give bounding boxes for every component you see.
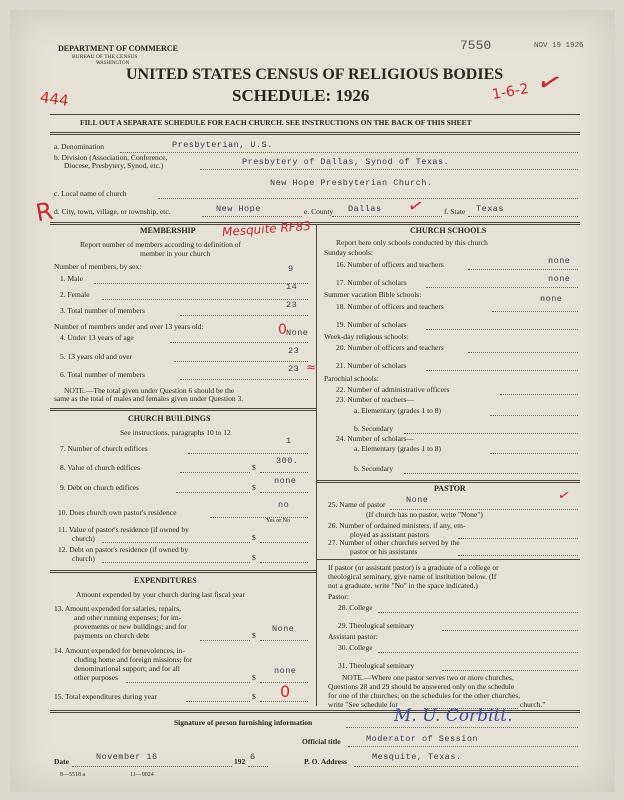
stamp-number: 7550 [460, 38, 492, 53]
total-members-label: 3. Total number of members [60, 306, 145, 315]
pastor-note-2: Questions 28 and 29 should be answered only on the schedule [328, 682, 515, 691]
vacation-schools-label: Summer vacation Bible schools: [324, 290, 422, 299]
edifices-count-label: 7. Number of church edifices [60, 444, 148, 453]
q20-label: 20. Number of officers and teachers [336, 343, 444, 352]
expenditures-heading: EXPENDITURES [134, 576, 197, 585]
graduate-note-2: theological seminary, give name of institution below. (If [328, 572, 497, 581]
date-label: Date [54, 757, 69, 766]
q13-line-1: 13. Amount expended for salaries, repairs, [54, 604, 182, 613]
over-13-label: 5. 13 years old and over [60, 352, 133, 361]
q29-label: 29. Theological seminary [338, 621, 415, 630]
denomination-label: a. Denomination [54, 142, 104, 151]
age-heading: Number of members under and over 13 years old: [54, 322, 204, 331]
total-members-value[interactable]: 23 [286, 300, 298, 310]
state-label: f. State [444, 207, 466, 216]
total-members-2-value[interactable]: 23 [288, 364, 300, 374]
department-label: DEPARTMENT OF COMMERCE [58, 44, 179, 53]
form-title: UNITED STATES CENSUS OF RELIGIOUS BODIES [126, 66, 504, 83]
po-address-label: P. O. Address [304, 757, 347, 766]
q13-value[interactable]: None [272, 624, 295, 634]
q24a-label: a. Elementary (grades 1 to 8) [354, 444, 442, 453]
membership-note-2: same as the total of males and females given under Question 3. [54, 394, 244, 403]
edifices-debt-label: 9. Debt on church edifices [60, 483, 139, 492]
received-stamp: NOV 19 1926 [534, 42, 584, 50]
expenditures-intro: Amount expended by your church during last fiscal year [76, 590, 246, 599]
signature-label: Signature of person furnishing information [174, 718, 313, 727]
female-value[interactable]: 14 [286, 282, 298, 292]
female-label: 2. Female [60, 290, 90, 299]
po-address-value[interactable]: Mesquite, Texas. [372, 752, 462, 762]
red-annotation-r: R [33, 196, 55, 228]
pastor-note-5: church." [520, 700, 546, 709]
church-name-label: c. Local name of church [54, 189, 127, 198]
sunday-schools-label: Sunday schools: [324, 248, 373, 257]
q17-value[interactable]: none [548, 274, 571, 284]
form-number-2: 11—9024 [130, 772, 154, 778]
church-name-value[interactable]: New Hope Presbyterian Church. [270, 178, 433, 188]
denomination-value[interactable]: Presbyterian, U.S. [172, 140, 273, 150]
red-check-mark: ✓ [533, 62, 567, 103]
membership-note-1: NOTE.—The total given under Question 6 should be the [64, 386, 235, 395]
weekday-schools-label: Week-day religious schools: [324, 332, 409, 341]
dollar-sign-14: $ [252, 673, 256, 682]
red-check-county: ✓ [405, 194, 426, 219]
male-value[interactable]: 9 [288, 264, 294, 274]
q15-value[interactable]: 0 [280, 682, 291, 701]
yes-no-hint: Yes or No [266, 518, 291, 524]
schools-intro: Report here only schools conducted by this church [336, 238, 488, 247]
city-label: WASHINGTON [96, 61, 130, 66]
membership-intro-2: member in your church [140, 249, 211, 258]
q13-line-4: payments on church debt [74, 631, 150, 640]
year-value[interactable]: 6 [250, 752, 256, 762]
q14-line-3: denominational support; and for all [74, 664, 180, 673]
form-number: 8—5518 a [60, 772, 86, 778]
residence-value-label-1: 11. Value of pastor's residence (if owned by [58, 525, 189, 534]
red-check-pastor: ✓ [556, 486, 572, 506]
total-members-2-label: 6. Total number of members [60, 370, 145, 379]
q14-value[interactable]: none [274, 666, 297, 676]
members-by-sex: Number of members, by sex: [54, 262, 142, 271]
dollar-sign-12: $ [252, 553, 256, 562]
q19-label: 19. Number of scholars [336, 320, 407, 329]
q14-line-2: cluding home and foreign missions; for [74, 655, 193, 664]
county-label: e. County [304, 207, 334, 216]
owns-residence-value[interactable]: no [278, 500, 290, 510]
pastor-subhead: Pastor: [328, 592, 349, 601]
male-label: 1. Male [60, 274, 83, 283]
red-annotation-code: 1-6-2 [490, 80, 530, 104]
official-title-label: Official title [302, 737, 341, 746]
year-prefix: 192 [234, 757, 246, 766]
q13-line-3: provements or new buildings; and for [74, 622, 187, 631]
q23a-label: a. Elementary (grades 1 to 8) [354, 406, 442, 415]
pastor-note-1: NOTE.—Where one pastor serves two or more churches, [342, 673, 514, 682]
buildings-intro: See instructions, paragraphs 10 to 12 [120, 428, 231, 437]
q18-label: 18. Number of officers and teachers [336, 302, 444, 311]
q31-label: 31. Theological seminary [338, 661, 415, 670]
edifices-value-value[interactable]: 300. [276, 456, 299, 466]
q22-label: 22. Number of administrative officers [336, 385, 450, 394]
red-annotation-444: 444 [38, 88, 70, 110]
dollar-sign-13: $ [252, 631, 256, 640]
q21-label: 21. Number of scholars [336, 361, 407, 370]
residence-debt-label-2: church) [72, 554, 95, 563]
city-label: d. City, town, village, or township, etc. [54, 207, 171, 216]
dollar-sign-15: $ [252, 692, 256, 701]
dollar-sign-9: $ [252, 483, 256, 492]
residence-value-label-2: church) [72, 534, 95, 543]
q24-label: 24. Number of scholars— [336, 434, 414, 443]
buildings-heading: CHURCH BUILDINGS [128, 414, 211, 423]
state-value[interactable]: Texas [476, 204, 505, 214]
residence-debt-label-1: 12. Debt on pastor's residence (if owned by [58, 545, 189, 554]
over-13-value[interactable]: 23 [288, 346, 300, 356]
q25-label: 25. Name of pastor [328, 500, 386, 509]
under-13-value[interactable]: None [286, 328, 309, 338]
q15-label: 15. Total expenditures during year [54, 692, 157, 701]
q14-line-1: 14. Amount expended for benevolences, in- [54, 646, 186, 655]
owns-residence-label: 10. Does church own pastor's residence [58, 508, 177, 517]
county-value[interactable]: Dallas [348, 204, 382, 214]
division-label-1: b. Division (Association, Conference, [54, 153, 168, 162]
q27-label-1: 27. Number of other churches served by the [328, 538, 460, 547]
under-13-label: 4. Under 13 years of age [60, 333, 134, 342]
division-label-2: Diocese, Presbytery, Synod, etc.) [64, 161, 164, 170]
q24b-label: b. Secondary [354, 464, 394, 473]
red-mark-total: ≈ [306, 360, 317, 374]
q17-label: 17. Number of scholars [336, 278, 407, 287]
membership-heading: MEMBERSHIP [140, 226, 196, 235]
graduate-note-3: not a graduate, write "No" in the space indicated.) [328, 581, 478, 590]
red-annotation-zero: 0 [278, 322, 287, 338]
division-value[interactable]: Presbytery of Dallas, Synod of Texas. [242, 157, 450, 167]
q28-label: 28. College [338, 603, 373, 612]
date-value[interactable]: November 16 [96, 752, 158, 762]
instruction-line: FILL OUT A SEPARATE SCHEDULE FOR EACH CHURCH. SEE INSTRUCTIONS ON THE BACK OF THIS SHEET [80, 118, 472, 127]
signature-value[interactable]: M. U. Corbitt. [394, 706, 513, 726]
edifices-count-value[interactable]: 1 [286, 436, 292, 446]
pastor-heading: PASTOR [434, 484, 466, 493]
q27-label-2: pastor or his assistants [350, 547, 418, 556]
q14-line-4: other purposes [74, 673, 118, 682]
edifices-value-label: 8. Value of church edifices [60, 463, 141, 472]
red-annotation-mesquite: Mesquite RF83 [221, 218, 312, 240]
q16-value[interactable]: none [548, 256, 571, 266]
membership-intro-1: Report number of members according to definition of [80, 240, 241, 249]
q25-note: (If church has no pastor, write "None") [366, 510, 483, 519]
q18-value[interactable]: none [540, 294, 563, 304]
q13-line-2: and other running expenses; for im- [74, 613, 182, 622]
official-title-value[interactable]: Moderator of Session [366, 734, 479, 744]
parochial-schools-label: Parochial schools: [324, 374, 379, 383]
city-value[interactable]: New Hope [216, 204, 261, 214]
q30-label: 30. College [338, 643, 373, 652]
dollar-sign-8: $ [252, 463, 256, 472]
q25-value[interactable]: None [406, 495, 429, 505]
schedule-title: SCHEDULE: 1926 [232, 86, 370, 105]
edifices-debt-value[interactable]: none [274, 476, 297, 486]
pastor-note-4: write "See schedule for [328, 700, 398, 709]
census-schedule-sheet [10, 10, 615, 792]
graduate-note-1: If pastor (or assistant pastor) is a graduate of a college or [328, 563, 499, 572]
q26-label-1: 26. Number of ordained ministers, if any, em- [328, 521, 466, 530]
schools-heading: CHURCH SCHOOLS [410, 226, 487, 235]
q23b-label: b. Secondary [354, 424, 394, 433]
pastor-note-3: for one of the churches; on the schedules for the other churches, [328, 691, 521, 700]
q23-label: 23. Number of teachers— [336, 395, 414, 404]
dollar-sign-11: $ [252, 533, 256, 542]
q26-label-2: ployed as assistant pastors [350, 530, 429, 539]
assistant-subhead: Assistant pastor: [328, 632, 378, 641]
q16-label: 16. Number of officers and teachers [336, 260, 444, 269]
bureau-label: BUREAU OF THE CENSUS [72, 54, 138, 60]
